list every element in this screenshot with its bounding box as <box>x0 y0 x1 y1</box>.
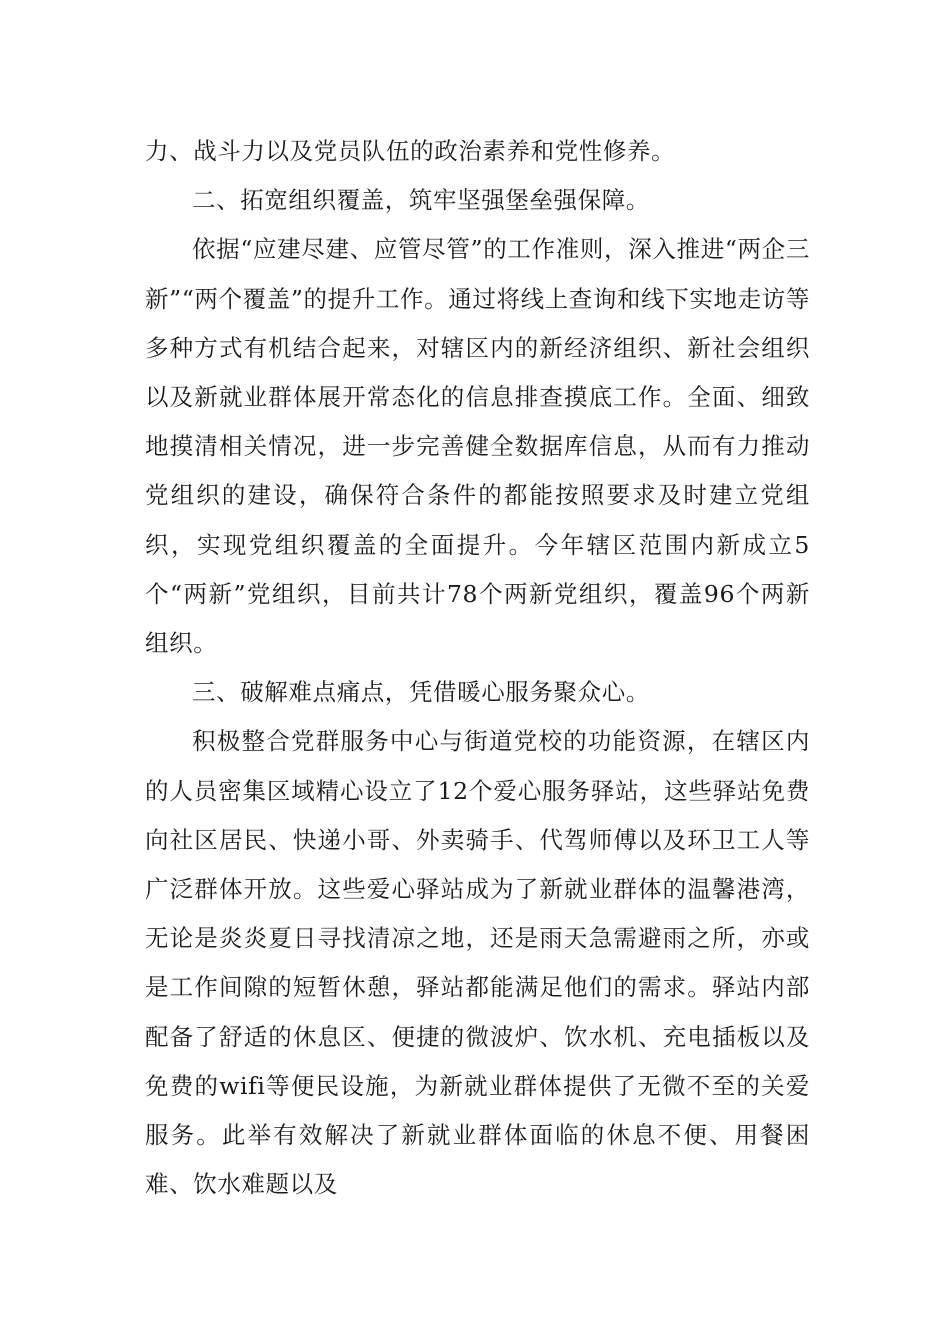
paragraph-organization-coverage: 依据“应建尽建、应管尽管”的工作准则，深入推进“两企三新”“两个覆盖”的提升工作。通过将线上查询和线下实地走访等多种方式有机结合起来，对辖区内的新经济组织、新社会组织以及新就业群体展开常态化的信息排查摸底工作。全面、细致地摸清相关情况，进一步完善健全数据库信息，从而有力推动党组织的建设，确保符合条件的都能按照要求及时建立党组织，实现党组织覆盖的全面提升。今年辖区范围内新成立5个“两新”党组织，目前共计78个两新党组织，覆盖96个两新组织。 <box>145 235 810 658</box>
paragraph-service-stations: 积极整合党群服务中心与街道党校的功能资源，在辖区内的人员密集区域精心设立了12个爱心服务驿站，这些驿站免费向社区居民、快递小哥、外卖骑手、代驾师傅以及环卫工人等广泛群体开放。这些爱心驿站成为了新就业群体的温馨港湾，无论是炎炎夏日寻找清凉之地，还是雨天急需避雨之所，亦或是工作间隙的短暂休憩，驿站都能满足他们的需求。驿站内部配备了舒适的休息区、便捷的微波炉、饮水机、充电插板以及免费的wifi等便民设施，为新就业群体提供了无微不至的关爱服务。此举有效解决了新就业群体面临的休息不便、用餐困难、饮水难题以及 <box>145 727 810 1199</box>
section-heading-3: 三、破解难点痛点，凭借暖心服务聚众心。 <box>192 678 650 707</box>
paragraph-continuation: 力、战斗力以及党员队伍的政治素养和党性修养。 <box>145 137 676 165</box>
section-heading-2: 二、拓宽组织覆盖，筑牢坚强堡垒强保障。 <box>192 186 650 215</box>
document-body <box>145 127 810 1209</box>
